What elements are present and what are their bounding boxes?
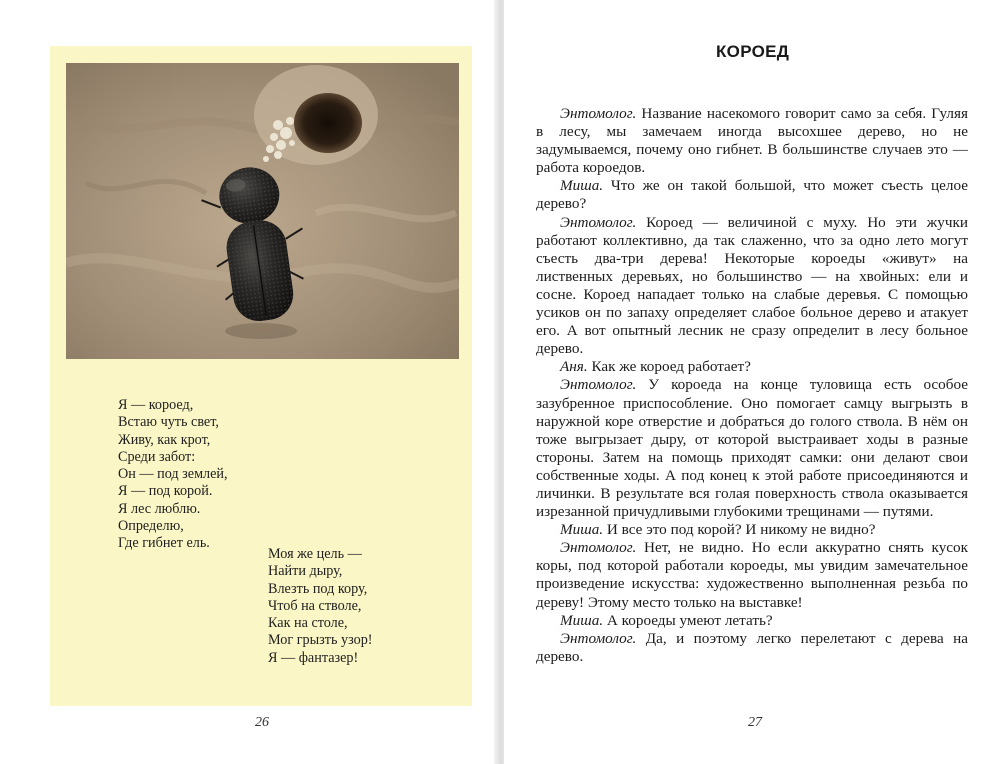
dialogue-paragraph — [536, 177, 968, 213]
speaker-name: Миша. — [560, 611, 604, 629]
speaker-name: Аня. — [560, 358, 588, 376]
speaker-name: Миша. — [560, 177, 604, 195]
poem-line: Среди забот: — [118, 448, 196, 465]
speech-text: Название насекомого говорит само за себя. Гуляя в лесу, мы замечаем иногда высохшее дерево, но не задумываемся, почему оно гибнет. В большинстве случаев это — работа короедов. — [536, 105, 968, 177]
dialogue-paragraph — [536, 376, 968, 521]
poem-line: Найти дыру, — [268, 563, 343, 580]
speaker-name: Энтомолог. — [560, 629, 637, 647]
speaker-name: Энтомолог. — [560, 213, 637, 231]
dialogue-paragraph — [536, 539, 968, 611]
speech-text: И все это под корой? И никому не видно? — [603, 521, 876, 539]
dialogue-paragraph — [536, 630, 968, 666]
page-number-left: 26 — [255, 715, 269, 730]
bark-beetle-illustration — [66, 63, 459, 359]
speech-text: Что же он такой большой, что может съесть целое дерево? — [536, 177, 968, 213]
poem-line: Влезть под кору, — [268, 580, 368, 597]
dialogue-paragraph — [536, 105, 968, 177]
poem-line: Встаю чуть свет, — [118, 414, 219, 431]
speech-text: Да, и поэтому легко перелетают с дерева на дерево. — [536, 629, 968, 665]
poem-line: Я — короед, — [118, 397, 194, 413]
speech-text: Нет, не видно. Но если аккуратно снять кусок коры, под которой работали короеды, мы увидим замечательное произведение искусства: художественно выполненная резьба по дереву! Этому место только на выставке! — [536, 539, 968, 611]
dialogue-paragraph — [536, 358, 968, 376]
speech-text: Короед — величиной с муху. Но эти жучки работают коллективно, да так слаженно, что за одно лето могут съесть два-три дерева! Некоторые короеды «живут» на лиственных деревьях, но большинство — на хвойных: ели и сосне. Короед нападает только на слабые деревья. С помощью усиков он по запаху определяет слабое больное дерево и атакует его. А вот опытный лесник не сразу определит в лесу больное дерево. — [536, 213, 968, 358]
poem-line: Мог грызть узор! — [268, 632, 373, 649]
dialogue-paragraph — [536, 214, 968, 359]
speaker-name: Энтомолог. — [560, 376, 637, 394]
speech-text: У короеда на конце туловища есть особое зазубренное приспособление. Оно помогает самцу выгрызть в наружной коре отверстие и добраться до голого ствола. В нём он тоже выгрызает дыру, от которой выстраивает ходы в разные стороны. Затем на помощь приходят самки: они делают свои собственные ходы. А под конец к этой работе присоединяются и личинки. В результате вся голая поверхность ствола оказывается изрезанной причудливыми глубокими трещинами — путями. — [536, 376, 968, 521]
poem-line: Чтоб на стволе, — [268, 597, 362, 614]
poem-line: Где гибнет ель. — [118, 535, 210, 552]
speaker-name: Миша. — [560, 521, 604, 539]
speech-text: А короеды умеют летать? — [603, 611, 773, 629]
poem-line: Я лес люблю. — [118, 500, 201, 517]
speaker-name: Энтомолог. — [560, 105, 637, 122]
bark-beetle-photo — [66, 63, 459, 359]
poem-stanza-1 — [118, 397, 228, 553]
poem-stanza-2 — [268, 546, 373, 667]
dialogue-paragraph — [536, 612, 968, 630]
page-number-right: 27 — [748, 715, 762, 730]
poem-line: Как на столе, — [268, 615, 348, 632]
dialogue-paragraph — [536, 521, 968, 539]
speech-text: Как же короед работает? — [587, 358, 751, 376]
poem-line: Определю, — [118, 518, 184, 535]
page-title: КОРОЕД — [716, 42, 790, 61]
poem-line: Живу, как крот, — [118, 431, 211, 448]
poem-line: Моя же цель — — [268, 546, 362, 562]
poem-line: Я — под корой. — [118, 483, 213, 500]
poem-line: Он — под землей, — [118, 466, 228, 483]
dialogue-text — [536, 105, 968, 666]
poem-line: Я — фантазер! — [268, 649, 359, 666]
speaker-name: Энтомолог. — [560, 539, 637, 557]
